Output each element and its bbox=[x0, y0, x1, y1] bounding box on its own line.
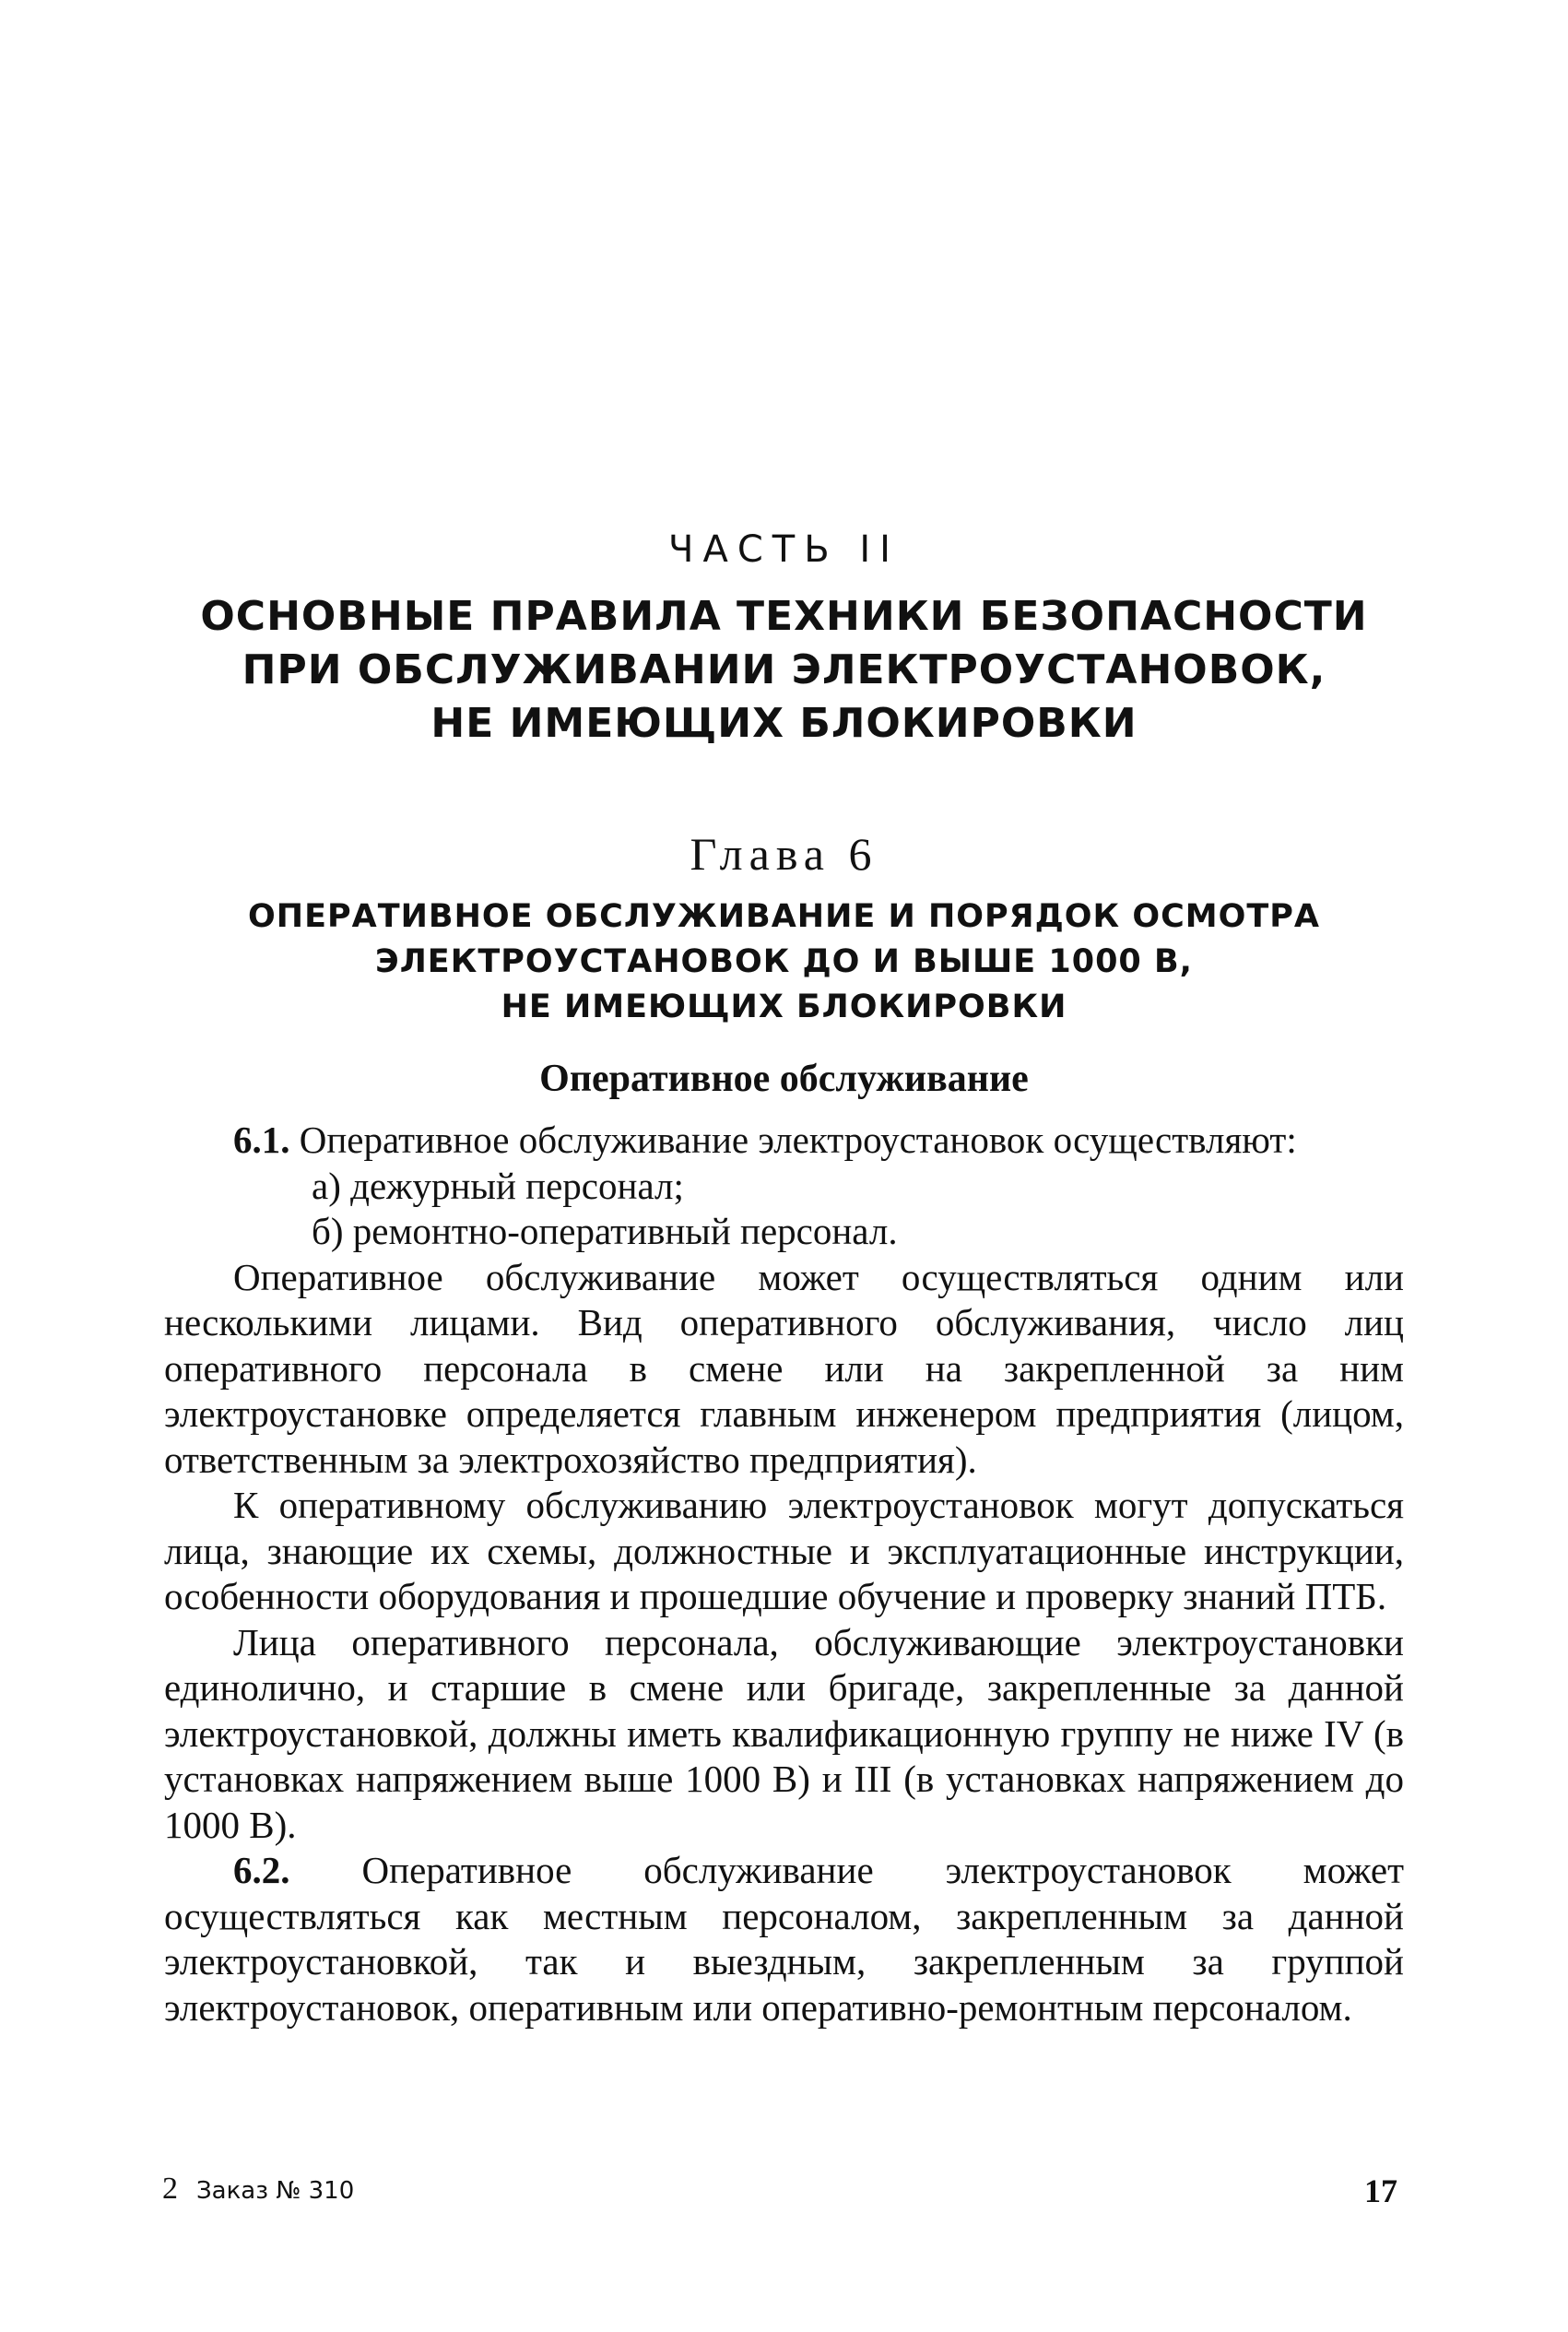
section-title: Оперативное обслуживание bbox=[539, 1058, 1029, 1100]
part-title-line: НЕ ИМЕЮЩИХ БЛОКИРОВКИ bbox=[430, 700, 1138, 747]
order-number: Заказ № 310 bbox=[196, 2177, 355, 2205]
list-item: б) ремонтно-оперативный персонал. bbox=[312, 1210, 898, 1252]
chapter-title-line: НЕ ИМЕЮЩИХ БЛОКИРОВКИ bbox=[501, 988, 1067, 1025]
list-item: а) дежурный персонал; bbox=[312, 1164, 684, 1207]
part-title-line: ПРИ ОБСЛУЖИВАНИИ ЭЛЕКТРОУСТАНОВОК, bbox=[242, 646, 1326, 693]
part-title bbox=[0, 590, 1568, 751]
paragraph: К оперативному обслуживанию электроустановок могут допускаться лица, знающие их схемы, должностные и эксплуатационные инструкции, особенности оборудования и прошедшие обучение и проверку знаний ПТБ. bbox=[164, 1484, 1404, 1617]
part-title-line: ОСНОВНЫЕ ПРАВИЛА ТЕХНИКИ БЕЗОПАСНОСТИ bbox=[200, 593, 1368, 640]
footer-printing-note bbox=[162, 2172, 354, 2207]
paragraph: Оперативное обслуживание может осуществляться одним или несколькими лицами. Вид оперативного обслуживания, число лиц оперативного персонала в смене или на закрепленной за ним электроустановке определяется главным инженером предприятия (лицом, ответственным за электрохозяйство предприятия). bbox=[164, 1255, 1404, 1481]
page-number: 17 bbox=[1364, 2172, 1397, 2209]
chapter-title bbox=[0, 894, 1568, 1030]
paragraph: Лица оперативного персонала, обслуживающие электроустановки единолично, и старшие в смене или бригаде, закрепленные за данной электроустановкой, должны иметь квалификационную группу не ниже IV (в установках напряжением выше 1000 В) и III (в установках напряжением до 1000 В). bbox=[164, 1620, 1404, 1846]
part-label: ЧАСТЬ II bbox=[668, 528, 900, 571]
paragraph-text: Оперативное обслуживание электроустановок осуществляют: bbox=[299, 1119, 1297, 1161]
chapter-label: Глава 6 bbox=[690, 828, 878, 880]
chapter-title-line: ЭЛЕКТРОУСТАНОВОК ДО И ВЫШЕ 1000 В, bbox=[375, 943, 1193, 980]
paragraph-6-2 bbox=[164, 1848, 1404, 2030]
paragraph-6-1 bbox=[164, 1118, 1404, 1164]
paragraph-text: Оперативное обслуживание электроустановок может осуществляться как местным персоналом, закрепленным за данной электроустановкой, так и выездным, закрепленным за группой электроустановок, оперативным или оперативно-ремонтным персоналом. bbox=[164, 1849, 1405, 2029]
clause-number: 6.1. bbox=[233, 1119, 290, 1161]
clause-number: 6.2. bbox=[233, 1849, 290, 1891]
chapter-title-line: ОПЕРАТИВНОЕ ОБСЛУЖИВАНИЕ И ПОРЯДОК ОСМОТРА bbox=[248, 898, 1320, 935]
body-text bbox=[164, 1118, 1404, 2030]
signature-number: 2 bbox=[162, 2172, 178, 2206]
